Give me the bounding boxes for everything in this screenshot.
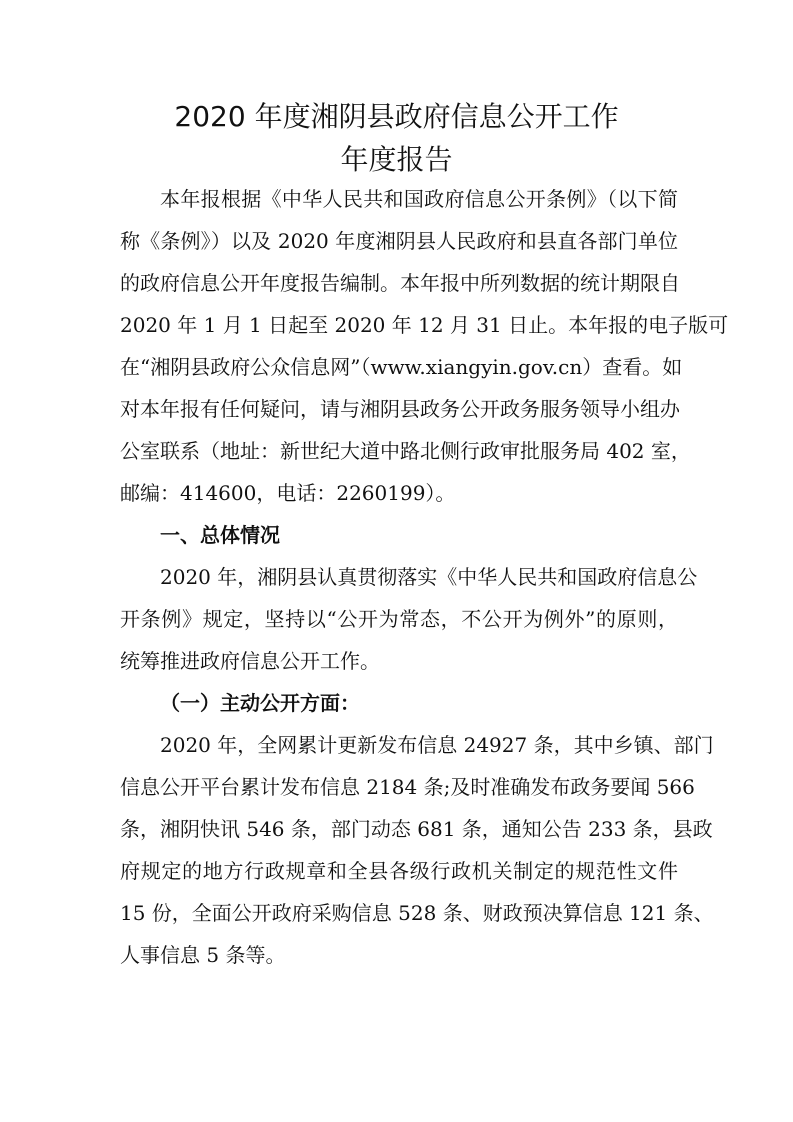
- report-title-line-1: 2020 年度湘阴县政府信息公开工作: [174, 100, 619, 133]
- section-heading-overview: 一、总体情况: [160, 523, 280, 547]
- disclosure-line-5: 15 份，全面公开政府采购信息 528 条、财政预决算信息 121 条、: [120, 901, 714, 925]
- report-title-line-2: 年度报告: [340, 143, 453, 176]
- intro-line-7: 公室联系（地址：新世纪大道中路北侧行政审批服务局 402 室，: [120, 439, 691, 463]
- intro-line-3: 的政府信息公开年度报告编制。本年报中所列数据的统计期限自: [120, 271, 680, 295]
- overview-line-2: 开条例》规定，坚持以“公开为常态，不公开为例外”的原则，: [120, 607, 678, 631]
- subsection-heading-active-disclosure: （一）主动公开方面：: [160, 691, 360, 715]
- disclosure-line-3: 条，湘阴快讯 546 条，部门动态 681 条，通知公告 233 条，县政: [120, 817, 713, 841]
- intro-line-2: 称《条例》）以及 2020 年度湘阴县人民政府和县直各部门单位: [120, 229, 678, 253]
- overview-line-3: 统筹推进政府信息公开工作。: [120, 649, 380, 673]
- disclosure-line-4: 府规定的地方行政规章和全县各级行政机关制定的规范性文件: [120, 859, 678, 883]
- intro-line-1: 本年报根据《中华人民共和国政府信息公开条例》（以下简: [160, 187, 678, 211]
- intro-line-5: 在“湘阴县政府公众信息网”（www.xiangyin.gov.cn）查看。如: [120, 355, 683, 379]
- disclosure-line-2: 信息公开平台累计发布信息 2184 条;及时准确发布政务要闻 566: [120, 775, 695, 799]
- overview-line-1: 2020 年，湘阴县认真贯彻落实《中华人民共和国政府信息公: [160, 565, 698, 589]
- intro-line-8: 邮编：414600，电话：2260199）。: [120, 481, 456, 505]
- intro-line-6: 对本年报有任何疑问，请与湘阴县政务公开政务服务领导小组办: [120, 397, 680, 421]
- intro-line-4: 2020 年 1 月 1 日起至 2020 年 12 月 31 日止。本年报的电子版可: [120, 313, 729, 337]
- disclosure-line-1: 2020 年，全网累计更新发布信息 24927 条，其中乡镇、部门: [160, 733, 714, 757]
- disclosure-line-6: 人事信息 5 条等。: [120, 943, 286, 967]
